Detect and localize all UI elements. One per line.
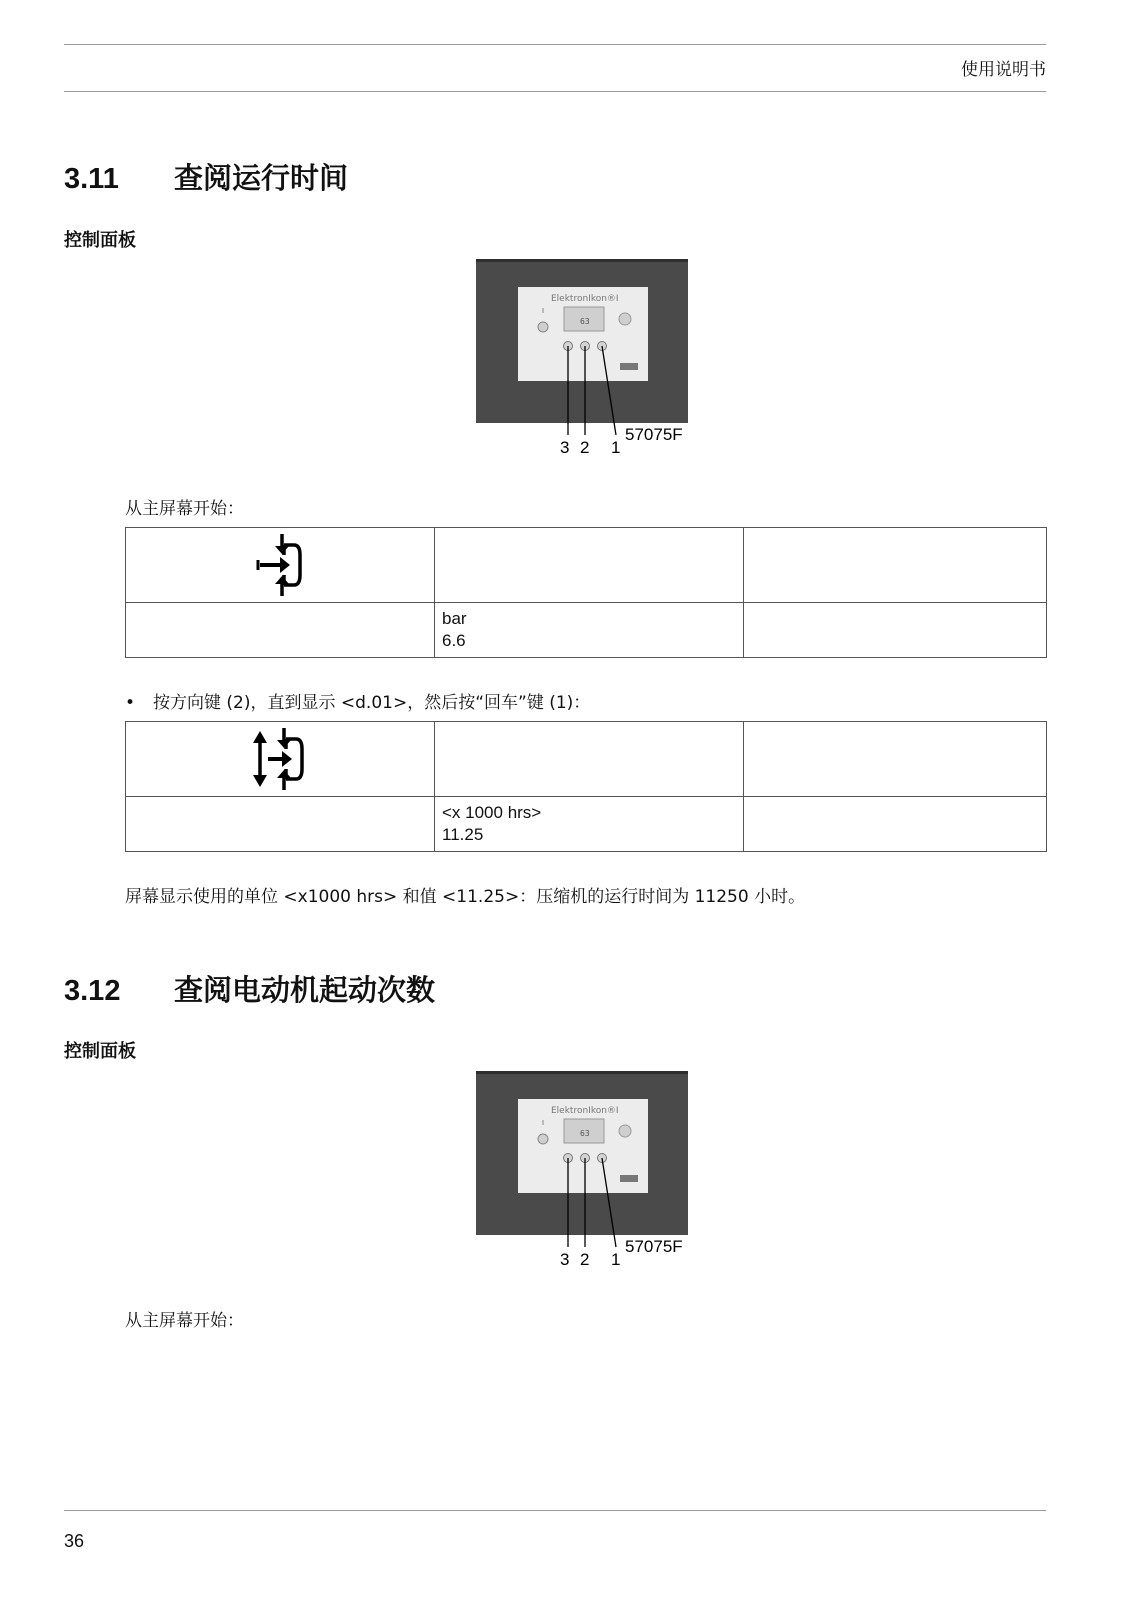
- icon-cell: [126, 528, 435, 603]
- callout-1: 1: [611, 1250, 621, 1269]
- power-icon: [538, 322, 548, 332]
- status-led-icon: [619, 1125, 631, 1137]
- value-cell: [435, 603, 744, 658]
- power-icon: [538, 1134, 548, 1144]
- control-panel-photo: [476, 1071, 694, 1275]
- section-number: 3.12: [64, 975, 121, 1007]
- section-title: 查阅运行时间: [174, 161, 349, 195]
- value-cell: [435, 797, 744, 852]
- status-led-icon: [619, 313, 631, 325]
- bullet-instruction: [125, 688, 590, 713]
- callout-2: 2: [580, 438, 590, 457]
- display-unit: <x 1000 hrs>: [442, 803, 542, 822]
- panel-brand: ElektronIkon®I: [551, 294, 619, 304]
- enter-key-icon: [254, 533, 306, 597]
- icon-cell: [126, 722, 435, 797]
- section-title: 查阅电动机起动次数: [174, 973, 436, 1007]
- start-instruction: 从主屏幕开始：: [125, 1311, 244, 1331]
- start-instruction: 从主屏幕开始：: [125, 499, 244, 519]
- header-top-rule: [64, 44, 1046, 45]
- display-value: 63: [580, 1129, 590, 1138]
- footer-rule: [64, 1510, 1046, 1511]
- display-table-2: [125, 721, 1047, 852]
- section-number: 3.11: [64, 163, 119, 195]
- logo-icon: [620, 363, 638, 370]
- figure-code: 57075F: [625, 1237, 683, 1256]
- callout-1: 1: [611, 438, 621, 457]
- page-number: 36: [64, 1531, 85, 1551]
- callout-2: 2: [580, 1250, 590, 1269]
- logo-icon: [620, 1175, 638, 1182]
- control-panel-figure-1: [476, 259, 694, 463]
- header-bottom-rule: [64, 91, 1046, 92]
- subheading-control-panel: 控制面板: [64, 1041, 136, 1062]
- section-heading-3-11: [64, 156, 348, 197]
- callout-3: 3: [560, 1250, 570, 1269]
- display-table-1: [125, 527, 1047, 658]
- control-panel-photo: [476, 259, 694, 463]
- subheading-control-panel: 控制面板: [64, 230, 136, 251]
- scroll-enter-key-icon: [252, 727, 308, 791]
- display-value: 11.25: [442, 825, 484, 844]
- display-value: 6.6: [442, 631, 466, 650]
- display-unit: bar: [442, 609, 467, 628]
- panel-brand: ElektronIkon®I: [551, 1106, 619, 1116]
- display-value: 63: [580, 317, 590, 326]
- bullet-text: 按方向键 (2)，直到显示 <d.01>，然后按“回车”键 (1)：: [153, 693, 591, 713]
- control-panel-figure-2: [476, 1071, 694, 1275]
- bullet-icon: •: [125, 693, 136, 713]
- callout-3: 3: [560, 438, 570, 457]
- section-heading-3-12: [64, 968, 435, 1009]
- figure-code: 57075F: [625, 425, 683, 444]
- header-title: 使用说明书: [961, 60, 1046, 80]
- result-text: 屏幕显示使用的单位 <x1000 hrs> 和值 <11.25>：压缩机的运行时间为 11250 小时。: [125, 887, 806, 907]
